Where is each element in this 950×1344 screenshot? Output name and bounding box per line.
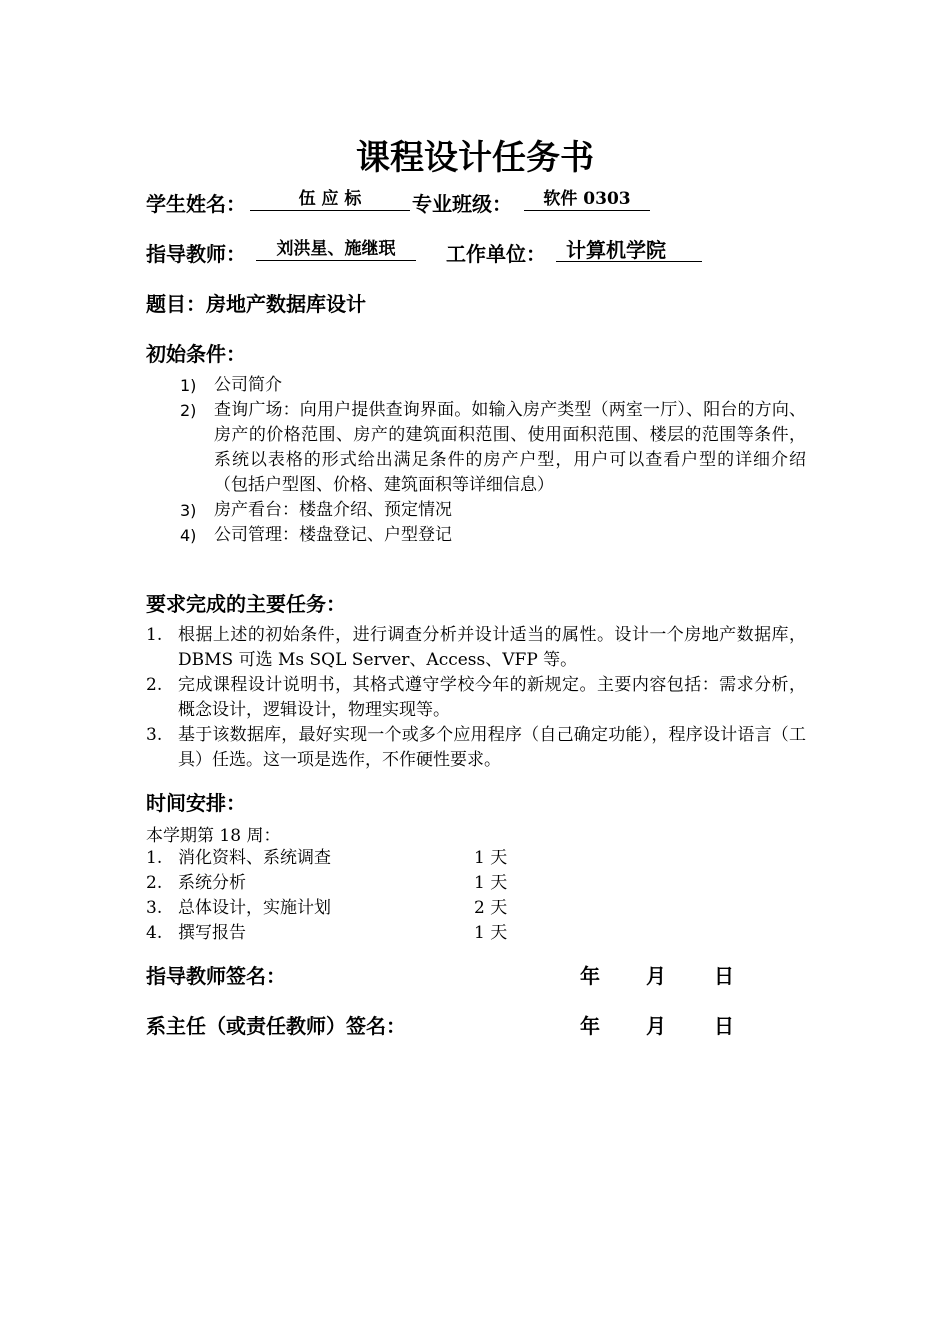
conditions-heading: 初始条件： (146, 342, 246, 366)
unit-field (556, 238, 702, 262)
list-item (180, 498, 806, 523)
item-number: 4) (180, 526, 197, 545)
item-number: 3. (146, 898, 163, 918)
item-text: 基于该数据库，最好实现一个或多个应用程序（自己确定功能），程序设计语言（工具）任选。这一项是选作，不作硬性要求。 (178, 725, 806, 770)
item-text: 公司管理：楼盘登记、户型登记 (214, 525, 452, 545)
schedule-days: 2 天 (474, 898, 508, 918)
topic: 题目：房地产数据库设计 (146, 292, 366, 316)
item-text: 完成课程设计说明书，其格式遵守学校今年的新规定。主要内容包括：需求分析，概念设计，逻辑设计，物理实现等。 (178, 675, 806, 720)
schedule-heading: 时间安排： (146, 791, 246, 815)
list-item (146, 723, 806, 773)
student-name-value: 伍 应 标 (250, 188, 410, 211)
schedule-task: 消化资料、系统调查 (178, 848, 331, 868)
item-number: 3. (146, 725, 163, 745)
schedule-days: 1 天 (474, 873, 508, 893)
document-title: 课程设计任务书 (356, 138, 594, 178)
schedule-intro: 本学期第 18 周： (146, 826, 281, 846)
list-item (180, 373, 806, 398)
advisor-sign-month: 月 (646, 964, 666, 988)
item-number: 1. (146, 625, 163, 645)
unit-label: 工作单位： (446, 242, 546, 266)
item-text: 公司简介 (214, 375, 282, 395)
student-name-label: 学生姓名： (146, 192, 246, 216)
head-sign-year: 年 (580, 1014, 600, 1038)
schedule-days: 1 天 (474, 848, 508, 868)
list-item (180, 523, 806, 548)
student-name-row (146, 188, 246, 217)
head-sign-month: 月 (646, 1014, 666, 1038)
teacher-value: 刘洪星、施继珉 (256, 238, 416, 261)
schedule-list (146, 846, 646, 946)
major-field (524, 188, 650, 211)
item-number: 1) (180, 376, 197, 395)
item-number: 3) (180, 501, 197, 520)
unit-value: 计算机学院 (556, 239, 702, 262)
schedule-row (146, 896, 646, 921)
major-value: 软件 0303 (524, 188, 650, 211)
schedule-task: 系统分析 (178, 873, 246, 893)
list-item (146, 673, 806, 723)
tasks-heading: 要求完成的主要任务： (146, 592, 346, 616)
item-text: 查询广场：向用户提供查询界面。如输入房产类型（两室一厅）、阳台的方向、房产的价格范围、房产的建筑面积范围、使用面积范围、楼层的范围等条件，系统以表格的形式给出满足条件的房产户型，用户可以查看户型的详细介绍（包括户型图、价格、建筑面积等详细信息） (214, 400, 806, 495)
advisor-signature-label: 指导教师签名： (146, 964, 286, 988)
head-signature-label: 系主任（或责任教师）签名： (146, 1014, 406, 1038)
advisor-sign-day: 日 (714, 964, 734, 988)
teacher-label: 指导教师： (146, 242, 246, 266)
item-number: 1. (146, 848, 163, 868)
item-number: 2. (146, 675, 163, 695)
advisor-sign-year: 年 (580, 964, 600, 988)
item-number: 2) (180, 401, 197, 420)
head-sign-day: 日 (714, 1014, 734, 1038)
item-number: 4. (146, 923, 163, 943)
item-text: 房产看台：楼盘介绍、预定情况 (214, 500, 452, 520)
schedule-task: 总体设计，实施计划 (178, 898, 331, 918)
list-item (180, 398, 806, 498)
schedule-row (146, 846, 646, 871)
conditions-list (180, 373, 806, 548)
schedule-row (146, 871, 646, 896)
list-item (146, 623, 806, 673)
major-label: 专业班级： (412, 192, 512, 216)
item-number: 2. (146, 873, 163, 893)
schedule-days: 1 天 (474, 923, 508, 943)
tasks-list (146, 623, 806, 773)
student-name-field (250, 188, 410, 211)
schedule-task: 撰写报告 (178, 923, 246, 943)
schedule-row (146, 921, 646, 946)
teacher-field (256, 238, 416, 261)
item-text: 根据上述的初始条件，进行调查分析并设计适当的属性。设计一个房地产数据库，DBMS 可选 Ms SQL Server、Access、VFP 等。 (178, 625, 806, 670)
